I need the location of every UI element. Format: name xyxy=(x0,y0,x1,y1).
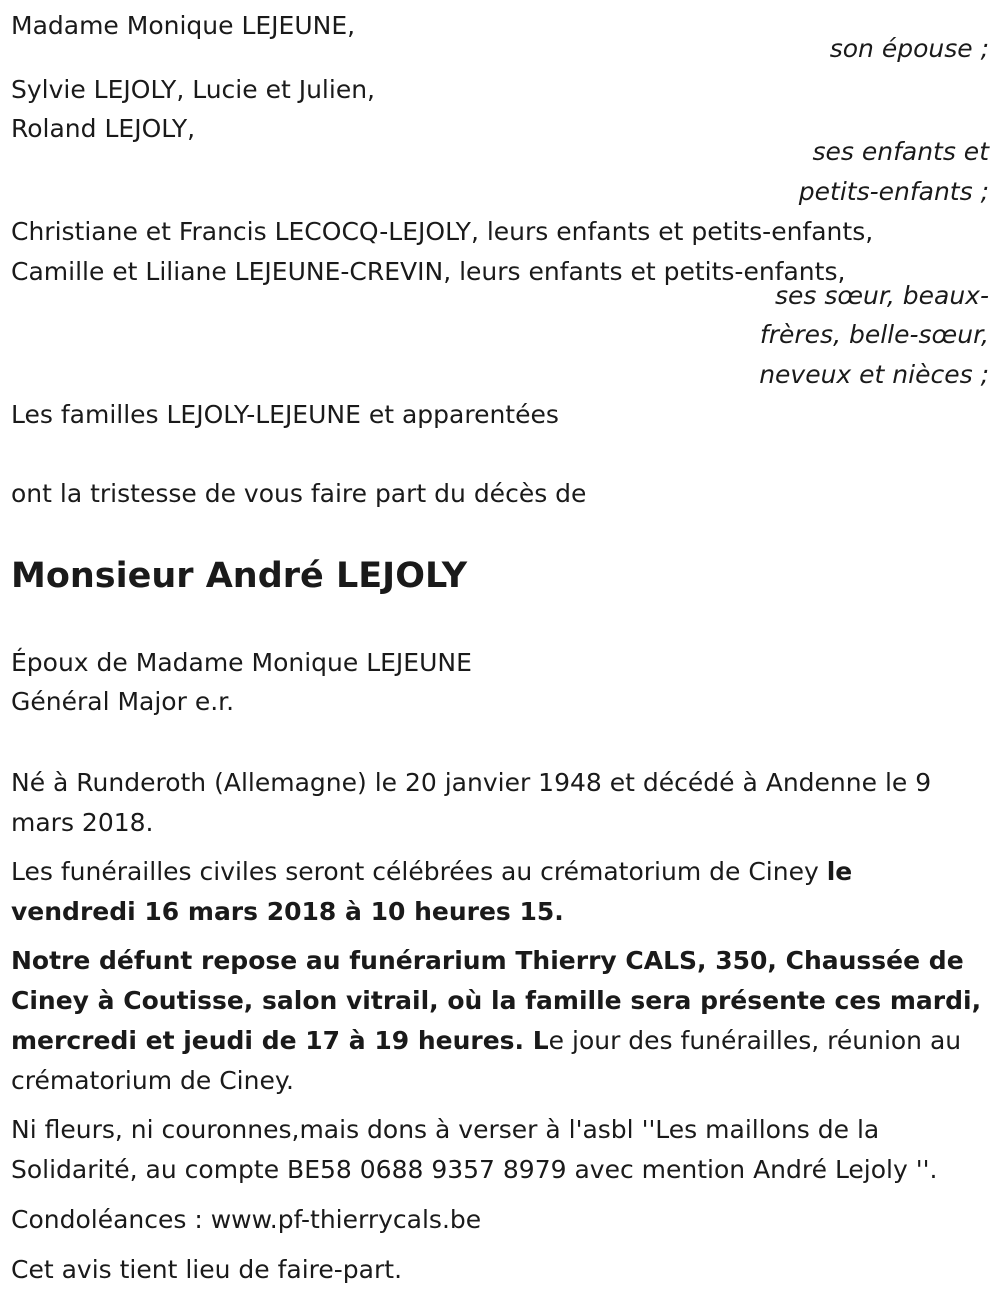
viewing-text: e jour des funérailles, réunion au xyxy=(548,1026,962,1055)
funeral-text: Les funérailles civiles seront célébrées au crématorium de Ciney xyxy=(11,857,827,886)
donations-line-1: Ni fleurs, ni couronnes,mais dons à verser à l'asbl ''Les maillons de la xyxy=(11,1115,880,1144)
condolences: Condoléances : www.pf-thierrycals.be xyxy=(11,1205,482,1234)
relation-children-2: petits-enfants ; xyxy=(798,177,989,206)
donations-line-2: Solidarité, au compte BE58 0688 9357 8979 avec mention André Lejoly ''. xyxy=(11,1155,938,1184)
family-line-siblings-2: Camille et Liliane LEJEUNE-CREVIN, leurs enfants et petits-enfants, xyxy=(11,257,846,286)
relation-siblings-3: neveux et nièces ; xyxy=(759,360,989,389)
funeral-date: vendredi 16 mars 2018 à 10 heures 15. xyxy=(11,897,564,926)
deceased-name: Monsieur André LEJOLY xyxy=(11,556,468,596)
birth-death-line-1: Né à Runderoth (Allemagne) le 20 janvier 1948 et décédé à Andenne le 9 xyxy=(11,768,932,797)
funeral-bold: le xyxy=(826,857,853,886)
funeral-line-1 xyxy=(11,852,852,892)
birth-death-line-2: mars 2018. xyxy=(11,808,154,837)
viewing-bold: mercredi et jeudi de 17 à 19 heures. L xyxy=(11,1026,549,1055)
viewing-line-4: crématorium de Ciney. xyxy=(11,1066,294,1095)
viewing-line-1: Notre défunt repose au funérarium Thierry CALS, 350, Chaussée de xyxy=(11,946,964,975)
relation-siblings-1: ses sœur, beaux- xyxy=(774,281,989,310)
closing: Cet avis tient lieu de faire-part. xyxy=(11,1255,403,1284)
family-line-spouse: Madame Monique LEJEUNE, xyxy=(11,11,356,40)
family-line-siblings-1: Christiane et Francis LECOCQ-LEJOLY, leurs enfants et petits-enfants, xyxy=(11,217,874,246)
family-line-relatives: Les familles LEJOLY-LEJEUNE et apparentées xyxy=(11,400,559,429)
viewing-line-3 xyxy=(11,1021,961,1061)
family-line-children-1: Sylvie LEJOLY, Lucie et Julien, xyxy=(11,75,375,104)
deceased-spouse: Époux de Madame Monique LEJEUNE xyxy=(11,648,472,677)
relation-siblings-2: frères, belle-sœur, xyxy=(759,320,989,349)
announcement: ont la tristesse de vous faire part du décès de xyxy=(11,479,587,508)
deceased-rank: Général Major e.r. xyxy=(11,687,235,716)
family-line-children-2: Roland LEJOLY, xyxy=(11,114,196,143)
viewing-line-2: Ciney à Coutisse, salon vitrail, où la famille sera présente ces mardi, xyxy=(11,986,982,1015)
relation-children-1: ses enfants et xyxy=(812,137,989,166)
relation-spouse: son épouse ; xyxy=(829,34,989,63)
